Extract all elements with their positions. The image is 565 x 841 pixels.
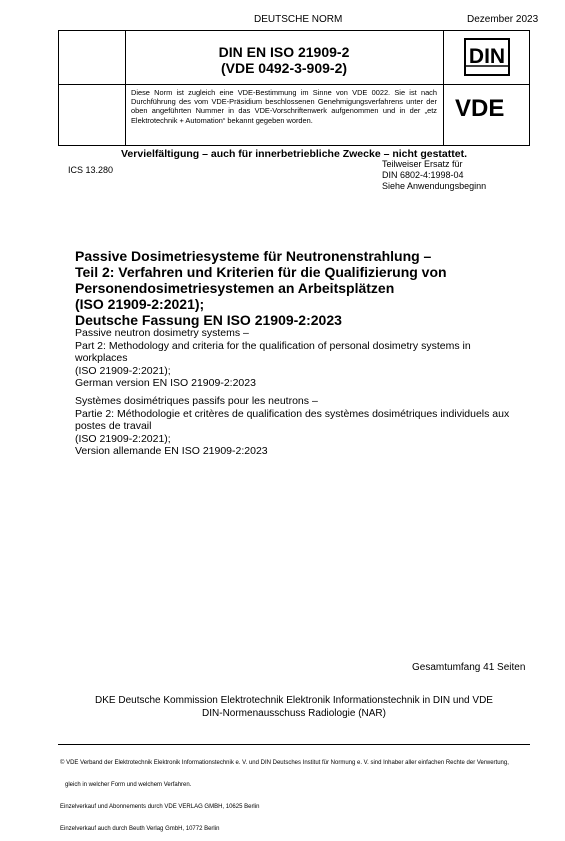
title-german	[75, 248, 515, 328]
title-en-line-1: Passive neutron dosimetry systems –	[75, 327, 249, 339]
title-en-line-4: (ISO 21909-2:2021);	[75, 364, 171, 377]
title-en-line-2: Part 2: Methodology and criteria for the qualification of personal dosimetry systems in	[75, 339, 471, 352]
footer-line-2: gleich in welcher Form und welchem Verfahren.	[60, 782, 192, 789]
title-de-line-1: Passive Dosimetriesysteme für Neutronenstrahlung –	[75, 248, 432, 264]
ics-code: ICS 13.280	[68, 165, 114, 175]
issue-date: Dezember 2023	[467, 14, 539, 25]
title-english	[75, 327, 535, 390]
title-en-line-5: German version EN ISO 21909-2:2023	[75, 377, 256, 389]
replacement-info	[382, 159, 486, 192]
title-fr-line-3: postes de travail	[75, 420, 152, 432]
title-fr-line-1: Systèmes dosimétriques passifs pour les neutrons –	[75, 395, 318, 407]
title-de-line-4: (ISO 21909-2:2021);	[75, 296, 205, 312]
title-fr-line-5: Version allemande EN ISO 21909-2:2023	[75, 445, 268, 457]
vde-logo-text: VDE	[455, 95, 505, 121]
title-de-line-5: Deutsche Fassung EN ISO 21909-2:2023	[75, 312, 342, 328]
title-block	[58, 30, 530, 146]
document-number	[125, 44, 443, 76]
committee	[58, 694, 530, 720]
footer	[60, 745, 530, 841]
footer-line-4: Einzelverkauf auch durch Beuth Verlag GmbH, 10772 Berlin	[60, 826, 220, 833]
vde-logo	[455, 95, 525, 126]
replacement-line-2: DIN 6802-4:1998-04	[382, 170, 464, 180]
footer-line-3: Einzelverkauf und Abonnements durch VDE VERLAG GMBH, 10625 Berlin	[60, 804, 260, 811]
replacement-line-3: Siehe Anwendungsbeginn	[382, 181, 487, 191]
norm-type: DEUTSCHE NORM	[254, 14, 343, 25]
footer-line-1: © VDE Verband der Elektrotechnik Elektronik Informationstechnik e. V. und DIN Deutsches Institut für Normung e. V. sind Inhaber aller einfachen Rechte der Verwertung,	[60, 759, 509, 766]
title-fr-line-2: Partie 2: Méthodologie et critères de qualification des systèmes dosimétriques individuels aux	[75, 407, 510, 420]
committee-line-1: DKE Deutsche Kommission Elektrotechnik Elektronik Informationstechnik in DIN und VDE	[95, 695, 493, 706]
title-de-line-2: Teil 2: Verfahren und Kriterien für die Qualifizierung von	[75, 264, 447, 280]
din-logo-text: DIN	[468, 45, 506, 68]
title-french	[75, 395, 545, 458]
title-fr-line-4: (ISO 21909-2:2021);	[75, 432, 171, 445]
vde-notice: Diese Norm ist zugleich eine VDE-Bestimmung im Sinne von VDE 0022. Sie ist nach Durchführung des vom VDE-Präsidium beschlossenen Genehmigungsverfahrens unter der oben angeführten Nummer in das VDE-Vorschriftenwerk aufgenommen und in der „etz Elektrotechnik + Automation“ bekannt gegeben worden.	[131, 88, 437, 125]
committee-line-2: DIN-Normenausschuss Radiologie (NAR)	[202, 708, 386, 719]
vde-number: (VDE 0492-3-909-2)	[220, 60, 348, 76]
vde-logo-mark	[455, 95, 525, 121]
title-en-line-3: workplaces	[75, 352, 128, 364]
copy-notice: Vervielfältigung – auch für innerbetriebliche Zwecke – nicht gestattet.	[121, 148, 468, 160]
din-logo	[464, 38, 510, 76]
title-de-line-3: Personendosimetriesystemen an Arbeitsplätzen	[75, 280, 395, 296]
din-logo-mark	[466, 40, 508, 74]
replacement-line-1: Teilweiser Ersatz für	[382, 159, 463, 169]
din-number: DIN EN ISO 21909-2	[218, 44, 350, 60]
total-pages: Gesamtumfang 41 Seiten	[412, 662, 526, 673]
